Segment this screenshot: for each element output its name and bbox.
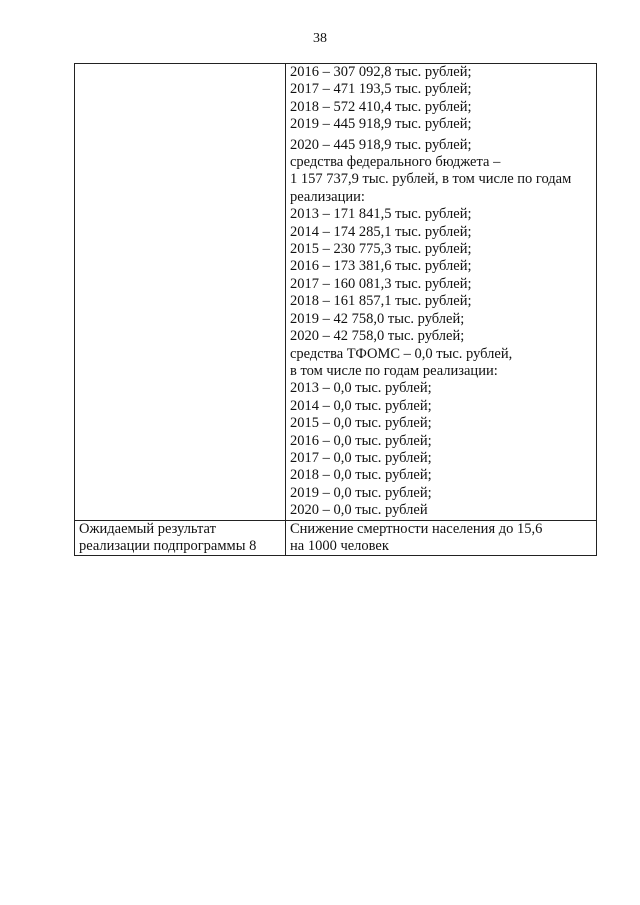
funding-line: реализации: bbox=[290, 188, 365, 205]
funding-line: 2020 – 445 918,9 тыс. рублей; bbox=[290, 136, 472, 153]
funding-line: 2013 – 171 841,5 тыс. рублей; bbox=[290, 206, 472, 223]
expected-result-value: на 1000 человек bbox=[290, 537, 389, 554]
funding-line: 2015 – 0,0 тыс. рублей; bbox=[290, 415, 432, 432]
expected-result-label: реализации подпрограммы 8 bbox=[79, 537, 257, 554]
funding-line: 2017 – 160 081,3 тыс. рублей; bbox=[290, 275, 472, 292]
funding-line: 2015 – 230 775,3 тыс. рублей; bbox=[290, 241, 472, 258]
table-row-expected-result bbox=[75, 520, 597, 556]
funding-line: в том числе по годам реализации: bbox=[290, 362, 498, 379]
funding-line: 2018 – 572 410,4 тыс. рублей; bbox=[290, 98, 472, 115]
funding-line: 2019 – 0,0 тыс. рублей; bbox=[290, 484, 432, 501]
expected-result-label-cell bbox=[75, 520, 286, 556]
funding-line: 1 157 737,9 тыс. рублей, в том числе по годам bbox=[290, 171, 572, 188]
funding-line: средства федерального бюджета – bbox=[290, 154, 501, 171]
funding-line: 2017 – 0,0 тыс. рублей; bbox=[290, 449, 432, 466]
funding-line: 2019 – 445 918,9 тыс. рублей; bbox=[290, 116, 472, 133]
funding-line: средства ТФОМС – 0,0 тыс. рублей, bbox=[290, 345, 513, 362]
program-passport-table bbox=[74, 63, 597, 556]
funding-line: 2014 – 0,0 тыс. рублей; bbox=[290, 397, 432, 414]
funding-line: 2014 – 174 285,1 тыс. рублей; bbox=[290, 223, 472, 240]
funding-values-cell bbox=[286, 64, 597, 521]
funding-line: 2020 – 0,0 тыс. рублей bbox=[290, 502, 428, 519]
expected-result-value: Снижение смертности населения до 15,6 bbox=[290, 520, 543, 537]
funding-line: 2019 – 42 758,0 тыс. рублей; bbox=[290, 310, 465, 327]
funding-line: 2020 – 42 758,0 тыс. рублей; bbox=[290, 328, 465, 345]
funding-line: 2013 – 0,0 тыс. рублей; bbox=[290, 380, 432, 397]
page-number: 38 bbox=[313, 31, 327, 46]
funding-line: 2018 – 161 857,1 тыс. рублей; bbox=[290, 293, 472, 310]
funding-label-cell bbox=[75, 64, 286, 521]
expected-result-label: Ожидаемый результат bbox=[79, 520, 216, 537]
funding-line: 2017 – 471 193,5 тыс. рублей; bbox=[290, 81, 472, 98]
funding-line: 2016 – 173 381,6 тыс. рублей; bbox=[290, 258, 472, 275]
expected-result-value-cell bbox=[286, 520, 597, 556]
funding-line: 2016 – 0,0 тыс. рублей; bbox=[290, 432, 432, 449]
funding-line: 2018 – 0,0 тыс. рублей; bbox=[290, 467, 432, 484]
table-row-funding bbox=[75, 64, 597, 521]
funding-line: 2016 – 307 092,8 тыс. рублей; bbox=[290, 64, 472, 80]
